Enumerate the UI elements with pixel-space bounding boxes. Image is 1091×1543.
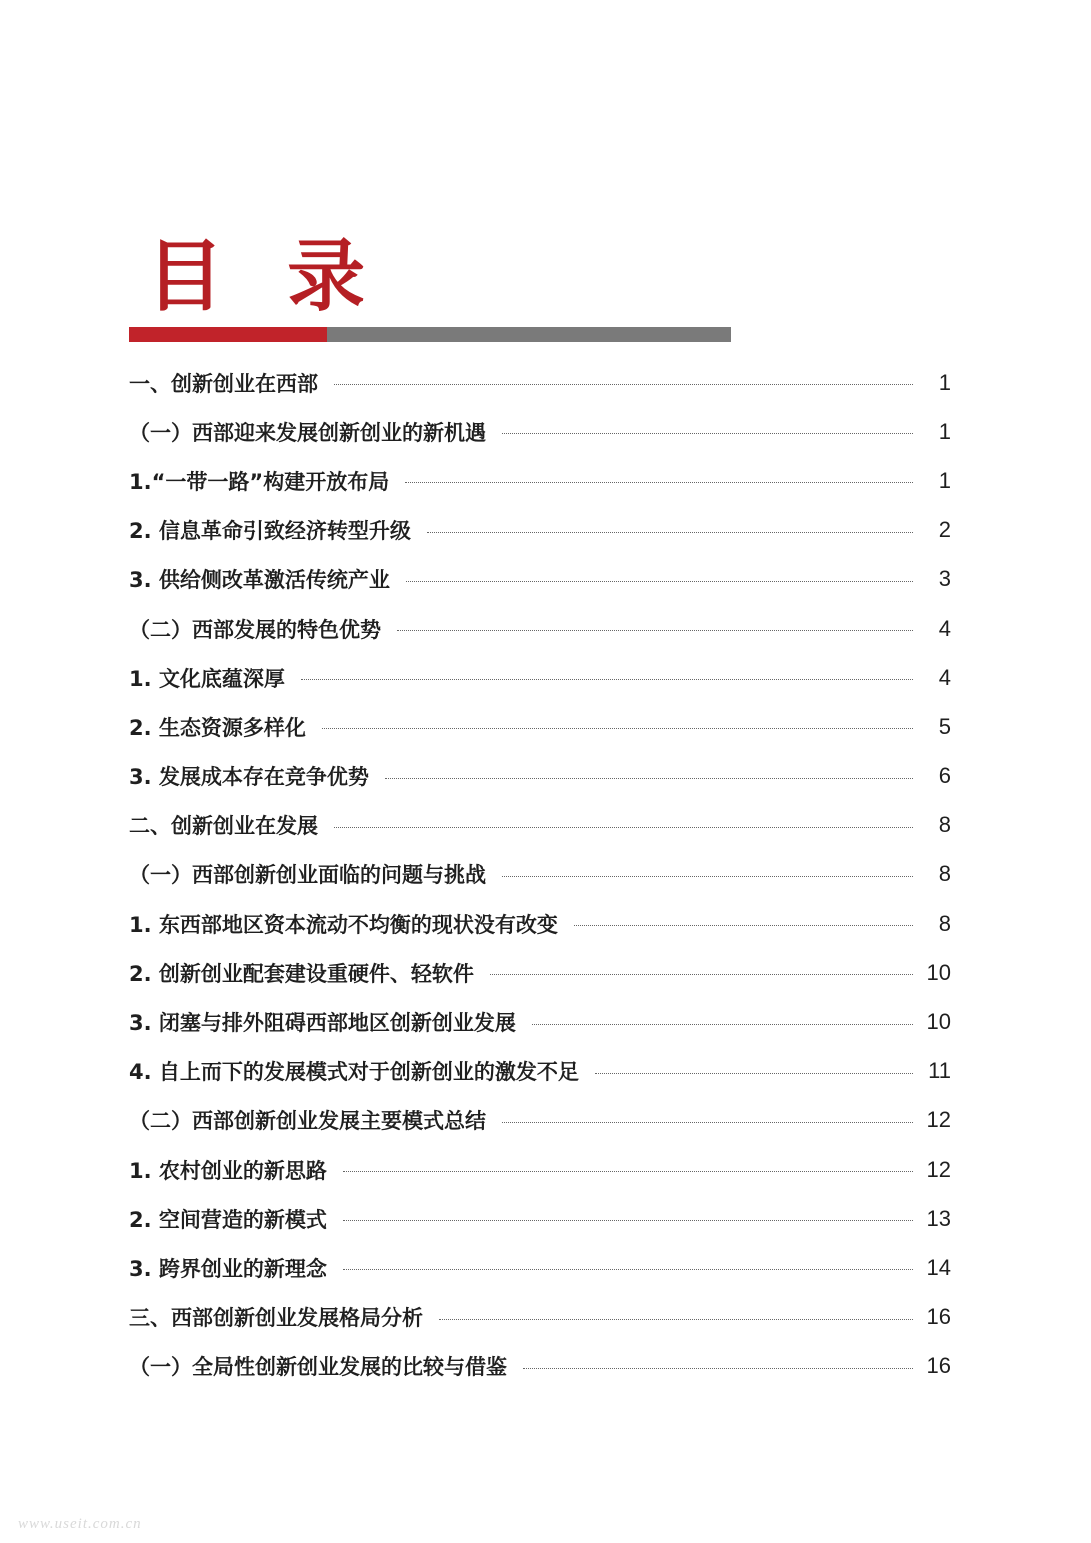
toc-entry-page-number: 2 (938, 517, 951, 543)
toc-entry-label: 1. 文化底蕴深厚 (129, 666, 285, 691)
toc-entry-page-number: 6 (938, 763, 951, 789)
toc-entry-page-number: 4 (938, 615, 951, 641)
toc-entry-page-number: 13 (926, 1205, 951, 1231)
underline-gray-segment (327, 327, 731, 342)
toc-entry-label: 三、西部创新创业发展格局分析 (129, 1306, 423, 1331)
toc-dot-leader (490, 974, 913, 975)
toc-entry[interactable] (129, 1047, 951, 1096)
toc-entry[interactable] (129, 1342, 951, 1391)
toc-dot-leader (574, 925, 913, 926)
toc-entry[interactable] (129, 752, 951, 801)
toc-entry[interactable] (129, 456, 951, 505)
toc-entry-page-number: 11 (928, 1058, 951, 1084)
toc-entry-label: 2. 创新创业配套建设重硬件、轻软件 (129, 961, 474, 986)
toc-dot-leader (502, 876, 913, 877)
toc-entry-label: 1.“一带一路”构建开放布局 (129, 469, 390, 494)
watermark-text: www.useit.com.cn (18, 1516, 142, 1532)
toc-entry-label: （一）全局性创新创业发展的比较与借鉴 (129, 1355, 507, 1380)
toc-entry[interactable] (129, 1293, 951, 1342)
toc-entry-label: 1. 农村创业的新思路 (129, 1158, 327, 1183)
toc-entry[interactable] (129, 358, 951, 407)
toc-entry-page-number: 1 (938, 467, 951, 493)
toc-entry-page-number: 1 (938, 418, 951, 444)
toc-entry-label: 3. 跨界创业的新理念 (129, 1256, 327, 1281)
toc-entry[interactable] (129, 407, 951, 456)
toc-entry-page-number: 12 (926, 1107, 951, 1133)
toc-dot-leader (439, 1319, 913, 1320)
toc-entry-label: （二）西部创新创业发展主要模式总结 (129, 1109, 486, 1134)
toc-entry[interactable] (129, 948, 951, 997)
toc-entry[interactable] (129, 850, 951, 899)
toc-entry-label: 2. 信息革命引致经济转型升级 (129, 519, 411, 544)
toc-entry[interactable] (129, 604, 951, 653)
toc-entry[interactable] (129, 1145, 951, 1194)
toc-dot-leader (427, 532, 913, 533)
toc-entry-label: （二）西部发展的特色优势 (129, 617, 381, 642)
toc-entry[interactable] (129, 506, 951, 555)
toc-dot-leader (397, 630, 913, 631)
toc-dot-leader (343, 1171, 913, 1172)
toc-dot-leader (385, 778, 913, 779)
toc-dot-leader (301, 679, 913, 680)
toc-entry-label: 2. 空间营造的新模式 (129, 1207, 327, 1232)
toc-entry-page-number: 4 (938, 664, 951, 690)
toc-entry-label: 3. 供给侧改革激活传统产业 (129, 568, 390, 593)
toc-entry-page-number: 10 (926, 1009, 951, 1035)
toc-entry-page-number: 8 (938, 812, 951, 838)
toc-entry[interactable] (129, 702, 951, 751)
toc-entry-page-number: 14 (926, 1254, 951, 1280)
toc-dot-leader (343, 1220, 913, 1221)
toc-dot-leader (502, 1122, 913, 1123)
toc-entry-page-number: 8 (938, 861, 951, 887)
toc-entry-label: 一、创新创业在西部 (129, 371, 318, 396)
toc-entry[interactable] (129, 653, 951, 702)
page-title: 目 录 (146, 232, 384, 322)
toc-entry[interactable] (129, 555, 951, 604)
toc-entry-page-number: 3 (938, 566, 951, 592)
toc-entry[interactable] (129, 1194, 951, 1243)
toc-entry-label: 1. 东西部地区资本流动不均衡的现状没有改变 (129, 912, 558, 937)
toc-entry[interactable] (129, 1243, 951, 1292)
toc-entry-page-number: 12 (926, 1156, 951, 1182)
toc-dot-leader (322, 728, 913, 729)
toc-dot-leader (532, 1024, 913, 1025)
title-underline-bar (129, 327, 731, 342)
toc-entry-label: （一）西部迎来发展创新创业的新机遇 (129, 420, 486, 445)
toc-entry-label: 3. 发展成本存在竞争优势 (129, 765, 369, 790)
toc-dot-leader (343, 1269, 913, 1270)
toc-dot-leader (334, 384, 913, 385)
toc-entry-label: 二、创新创业在发展 (129, 814, 318, 839)
underline-red-segment (129, 327, 327, 342)
toc-dot-leader (523, 1368, 913, 1369)
toc-entry-page-number: 8 (938, 910, 951, 936)
toc-dot-leader (406, 581, 913, 582)
table-of-contents (129, 358, 951, 1391)
toc-dot-leader (595, 1073, 913, 1074)
toc-entry-page-number: 5 (938, 713, 951, 739)
toc-entry[interactable] (129, 899, 951, 948)
toc-entry-page-number: 16 (926, 1304, 951, 1330)
toc-entry-label: 2. 生态资源多样化 (129, 715, 306, 740)
toc-entry-page-number: 16 (926, 1353, 951, 1379)
toc-entry-label: 3. 闭塞与排外阻碍西部地区创新创业发展 (129, 1011, 516, 1036)
toc-dot-leader (334, 827, 913, 828)
toc-entry[interactable] (129, 801, 951, 850)
toc-dot-leader (405, 482, 913, 483)
toc-entry-label: （一）西部创新创业面临的问题与挑战 (129, 863, 486, 888)
toc-entry[interactable] (129, 997, 951, 1046)
toc-entry-page-number: 1 (938, 369, 951, 395)
toc-entry-page-number: 10 (926, 959, 951, 985)
toc-dot-leader (502, 433, 913, 434)
toc-entry[interactable] (129, 1096, 951, 1145)
toc-entry-label: 4. 自上而下的发展模式对于创新创业的激发不足 (129, 1060, 579, 1085)
